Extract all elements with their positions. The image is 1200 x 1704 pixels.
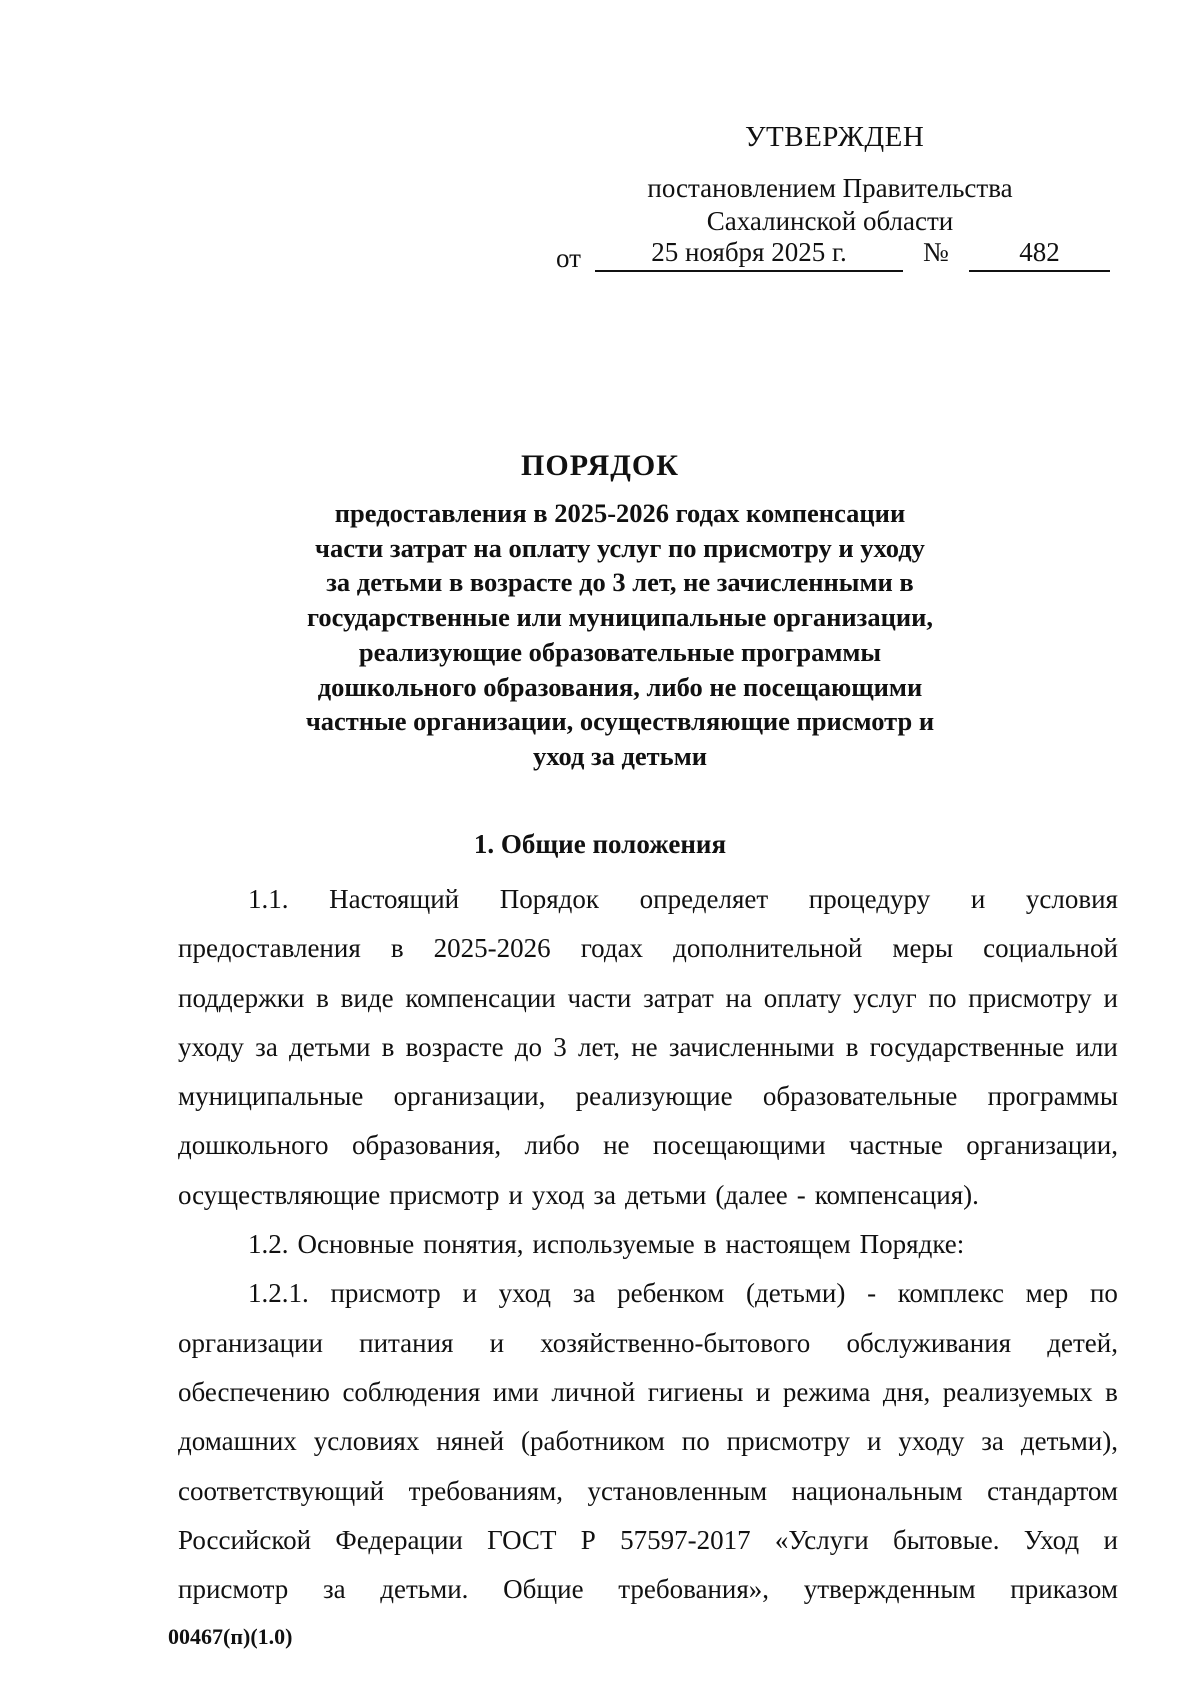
approval-date: 25 ноября 2025 г. — [595, 237, 903, 272]
word: затрат — [643, 982, 714, 1013]
paragraph-line — [178, 1220, 1118, 1269]
word: присмотру — [968, 982, 1092, 1013]
word: ими — [492, 1376, 539, 1407]
word: 1.1. — [248, 884, 289, 914]
word: 3 — [553, 1031, 567, 1062]
word: за — [981, 1426, 1004, 1457]
word: образования, — [351, 1130, 502, 1161]
word: условиях — [313, 1426, 420, 1457]
word: уходу — [178, 1031, 244, 1062]
word: национальным — [791, 1475, 963, 1506]
word: Настоящий — [329, 884, 460, 914]
word: до — [514, 1031, 543, 1062]
word: и — [1103, 1524, 1118, 1555]
word: няней — [436, 1426, 505, 1457]
subtitle-line: уход за детьми — [532, 740, 708, 771]
document-title: ПОРЯДОК — [521, 449, 679, 482]
word: в — [703, 1229, 717, 1260]
word: стандартом — [987, 1475, 1118, 1506]
word: и — [867, 1426, 882, 1457]
footer-code: 00467(п)(1.0) — [168, 1624, 293, 1649]
word: программы — [987, 1081, 1118, 1112]
subtitle-line: частные организации, осуществляющие присмотр и — [305, 706, 935, 737]
word: и — [489, 1327, 505, 1358]
word: уход — [498, 1278, 552, 1309]
word: ГОСТ — [487, 1524, 557, 1555]
word: Р — [580, 1524, 596, 1555]
word: присмотр — [330, 1278, 441, 1309]
word: меры — [892, 933, 954, 964]
word: установленным — [587, 1475, 768, 1506]
word: или — [1075, 1031, 1118, 1062]
word: требования», — [618, 1574, 770, 1605]
word: части — [567, 982, 632, 1013]
body-text — [178, 875, 1118, 1614]
word: частные — [848, 1130, 943, 1161]
paragraph-line — [178, 1023, 1118, 1072]
paragraph-line — [178, 1269, 1118, 1318]
word: на — [725, 982, 752, 1013]
word: и — [970, 884, 986, 914]
subtitle-line: части затрат на оплату услуг по присмотру и уходу — [315, 532, 925, 563]
word: «Услуги — [774, 1524, 869, 1555]
word: 1.2. — [248, 1229, 289, 1260]
word: настоящем — [725, 1229, 851, 1260]
word: за — [255, 1031, 278, 1062]
word: гигиены — [647, 1376, 744, 1407]
subtitle-line: дошкольного образования, либо не посещающими — [317, 671, 923, 702]
word: личной — [551, 1376, 636, 1407]
word: детей, — [1047, 1327, 1118, 1358]
word: бытовые. — [893, 1524, 1000, 1555]
word: мер — [1025, 1278, 1069, 1309]
word: социальной — [983, 933, 1118, 964]
word: процедуру — [808, 884, 931, 914]
approval-date-row — [556, 237, 1110, 277]
word: 1.2.1. — [248, 1278, 309, 1309]
word: муниципальные — [178, 1081, 364, 1112]
word: присмотру — [726, 1426, 851, 1457]
word: понятия, — [423, 1229, 524, 1260]
word: реализующие — [575, 1081, 733, 1112]
paragraph-line — [178, 1467, 1118, 1516]
word: услуг — [853, 982, 917, 1013]
word: Порядок — [499, 884, 600, 914]
word: в — [1105, 1376, 1118, 1407]
approval-line-1: постановлением Правительства — [647, 173, 1013, 203]
word: обеспечению — [178, 1376, 330, 1407]
word: хозяйственно-бытового — [540, 1327, 811, 1358]
section-heading: 1. Общие положения — [473, 829, 727, 859]
word: лет, — [577, 1031, 620, 1062]
word: комплекс — [897, 1278, 1004, 1309]
word: режима — [782, 1376, 871, 1407]
word: уход — [531, 1179, 585, 1210]
number-sign: № — [923, 237, 949, 267]
word: по — [681, 1426, 710, 1457]
word: (далее — [715, 1179, 788, 1210]
word: осуществляющие — [178, 1179, 381, 1210]
word: организации — [178, 1327, 323, 1358]
word: либо — [524, 1130, 580, 1161]
word: Федерации — [335, 1524, 463, 1555]
word: и — [462, 1278, 477, 1309]
word: дня, — [882, 1376, 931, 1407]
word: в — [845, 1031, 859, 1062]
subtitle-line: за детьми в возрасте до 3 лет, не зачисленными в — [326, 567, 914, 598]
paragraph-line — [178, 1171, 1118, 1220]
word: в — [316, 982, 329, 1013]
word: определяет — [639, 884, 769, 914]
word: ребенком — [617, 1278, 725, 1309]
word: компенсации — [405, 982, 556, 1013]
word: не — [603, 1130, 630, 1161]
word: предоставления — [178, 933, 361, 964]
subtitle-line: предоставления в 2025-2026 годах компенсации — [334, 498, 906, 528]
word: соблюдения — [342, 1376, 481, 1407]
word: не — [631, 1031, 658, 1062]
word: за — [593, 1179, 617, 1210]
word: по — [928, 982, 957, 1013]
word: детьми), — [1020, 1426, 1118, 1457]
word: виде — [340, 982, 394, 1013]
word: возрасте — [405, 1031, 504, 1062]
word: государственные — [869, 1031, 1065, 1062]
word: 57597-2017 — [620, 1524, 751, 1555]
word: присмотр — [389, 1179, 500, 1210]
word: детьми. — [380, 1574, 469, 1605]
approval-line-2: Сахалинской области — [706, 206, 954, 236]
word: присмотр — [178, 1574, 289, 1605]
word: приказом — [1010, 1574, 1118, 1605]
paragraph-line — [178, 875, 1118, 924]
word: требованиям, — [408, 1475, 564, 1506]
word: условия — [1025, 884, 1118, 914]
word: домашних — [178, 1426, 297, 1457]
word: организации, — [966, 1130, 1118, 1161]
word: утвержденным — [803, 1574, 976, 1605]
word: Основные — [297, 1229, 415, 1260]
word: детьми — [625, 1179, 707, 1210]
word: в — [381, 1031, 395, 1062]
word: за — [572, 1278, 596, 1309]
word: за — [322, 1574, 346, 1605]
word: реализуемых — [942, 1376, 1093, 1407]
word: уходу — [898, 1426, 965, 1457]
approval-number: 482 — [969, 237, 1110, 272]
word: и — [508, 1179, 523, 1210]
word: в — [390, 933, 404, 964]
word: соответствующий — [178, 1475, 385, 1506]
word: детьми — [289, 1031, 371, 1062]
word: по — [1089, 1278, 1118, 1309]
word: - — [796, 1179, 806, 1210]
paragraph-line — [178, 1121, 1118, 1170]
paragraph-line — [178, 1516, 1118, 1565]
document-subtitle — [250, 496, 990, 774]
word: посещающими — [652, 1130, 826, 1161]
word: и — [1103, 982, 1118, 1013]
paragraph-line — [178, 1565, 1118, 1614]
word: образовательные — [762, 1081, 958, 1112]
word: организации, — [393, 1081, 546, 1112]
paragraph-line — [178, 924, 1118, 973]
word: дополнительной — [673, 933, 863, 964]
subtitle-line: государственные или муниципальные организации, — [307, 602, 933, 633]
word: Общие — [503, 1574, 584, 1605]
paragraph-line — [178, 1417, 1118, 1466]
paragraph-line — [178, 1368, 1118, 1417]
word: 2025-2026 — [433, 933, 551, 964]
word: (детьми) — [745, 1278, 846, 1309]
word: Уход — [1023, 1524, 1080, 1555]
paragraph-line — [178, 1319, 1118, 1368]
word: и — [755, 1376, 771, 1407]
word: компенсация). — [814, 1179, 979, 1210]
word: годах — [580, 933, 644, 964]
word: - — [867, 1278, 877, 1309]
word: Российской — [178, 1524, 312, 1555]
paragraph-line — [178, 974, 1118, 1023]
subtitle-line: реализующие образовательные программы — [358, 636, 882, 667]
word: дошкольного — [178, 1130, 329, 1161]
word: используемые — [532, 1229, 695, 1260]
from-label: от — [556, 243, 581, 273]
word: обслуживания — [846, 1327, 1012, 1358]
word: (работником — [520, 1426, 665, 1457]
word: питания — [359, 1327, 454, 1358]
word: зачисленными — [668, 1031, 835, 1062]
paragraph-line — [178, 1072, 1118, 1121]
word: оплату — [763, 982, 842, 1013]
approval-stamp-title: УТВЕРЖДЕН — [745, 121, 925, 153]
word: поддержки — [178, 982, 305, 1013]
word: Порядке: — [859, 1229, 965, 1260]
